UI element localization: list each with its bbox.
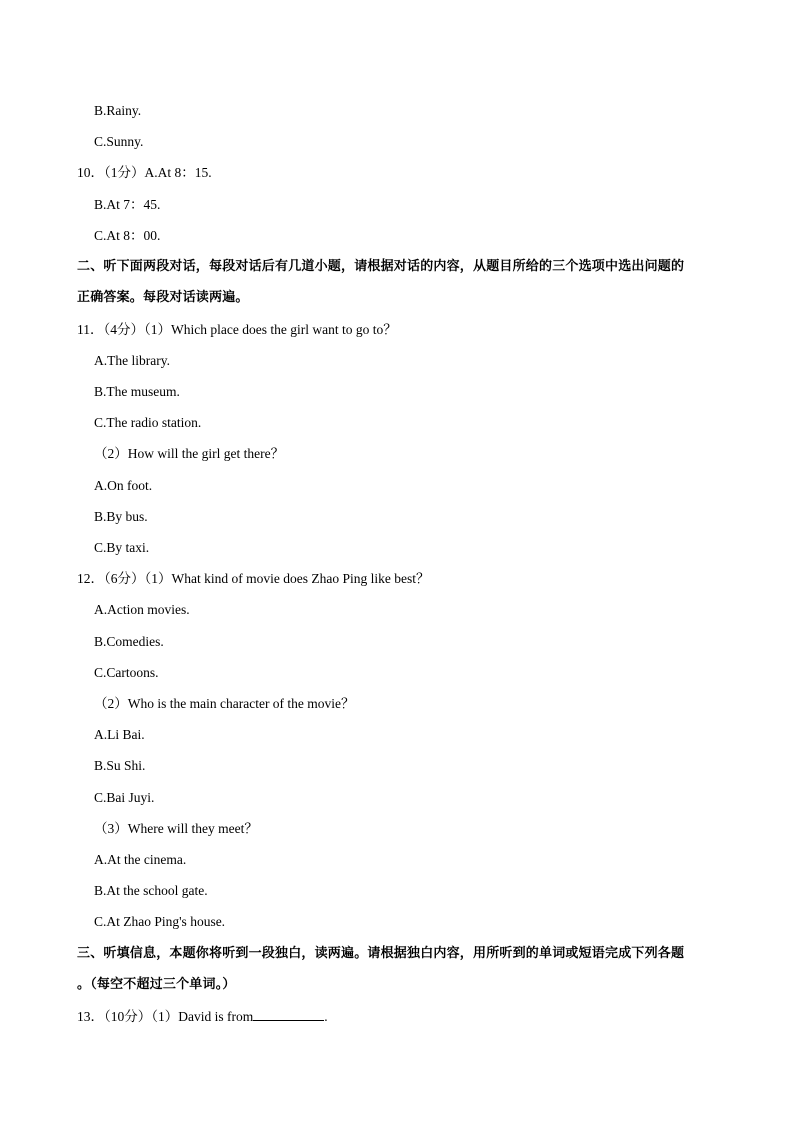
q12-sub3-option-c: C.At Zhao Ping's house.	[94, 914, 226, 929]
q12-sub1-question: （1）What kind of movie does Zhao Ping like best？	[144, 571, 430, 586]
q11-sub1-option-a: A.The library.	[94, 353, 170, 368]
q11-sub2-option-c: C.By taxi.	[94, 540, 150, 555]
q12-sub1-option-c: C.Cartoons.	[94, 665, 159, 680]
q12-sub1-option-a: A.Action movies.	[94, 602, 190, 617]
q12-sub2-option-b: B.Su Shi.	[94, 758, 146, 773]
q10-number: 10．（1分）	[77, 165, 145, 180]
section3-heading-line1: 三、听填信息，本题你将听到一段独白，读两遍。请根据独白内容，用所听到的单词或短语完成下列各题	[77, 946, 685, 961]
q12-number: 12．（6分）	[77, 571, 145, 586]
q11-sub1-option-b: B.The museum.	[94, 384, 180, 399]
q9-option-b: B.Rainy.	[94, 103, 142, 118]
q12-sub3-option-b: B.At the school gate.	[94, 883, 208, 898]
section2-heading-line2: 正确答案。每段对话读两遍。	[77, 290, 249, 305]
q11-sub2-option-b: B.By bus.	[94, 509, 148, 524]
q13-sub1-text: （1）David is from	[151, 1009, 254, 1024]
q9-option-c: C.Sunny.	[94, 134, 144, 149]
q11-sub2-option-a: A.On foot.	[94, 478, 153, 493]
q11-sub1-question: （1）Which place does the girl want to go to？	[144, 322, 397, 337]
q12-sub2-question: （2）Who is the main character of the movie？	[94, 696, 355, 711]
q11-sub1-option-c: C.The radio station.	[94, 415, 202, 430]
q12-sub1-option-b: B.Comedies.	[94, 634, 164, 649]
q11-number: 11．（4分）	[77, 322, 144, 337]
q12-sub2-option-c: C.Bai Juyi.	[94, 790, 155, 805]
q12-header	[77, 571, 429, 587]
q12-sub3-option-a: A.At the cinema.	[94, 852, 187, 867]
q12-sub3-question: （3）Where will they meet？	[94, 821, 258, 836]
q10-option-c: C.At 8：00.	[94, 228, 161, 243]
q10-option-a: A.At 8：15.	[144, 165, 212, 180]
q11-header	[77, 322, 397, 338]
q11-sub2-question: （2）How will the girl get there？	[94, 446, 285, 461]
q13-sub1-blank	[253, 1008, 324, 1021]
section2-heading-line1: 二、听下面两段对话，每段对话后有几道小题，请根据对话的内容，从题目所给的三个选项中选出问题的	[77, 259, 685, 274]
q13-number: 13．（10分）	[77, 1009, 152, 1024]
q12-sub2-option-a: A.Li Bai.	[94, 727, 145, 742]
section3-heading-line2: 。（每空不超过三个单词。）	[77, 977, 236, 992]
q10-header	[77, 165, 212, 181]
q13-header	[77, 1008, 328, 1025]
q13-sub1-period: .	[324, 1009, 328, 1024]
q10-option-b: B.At 7：45.	[94, 197, 161, 212]
